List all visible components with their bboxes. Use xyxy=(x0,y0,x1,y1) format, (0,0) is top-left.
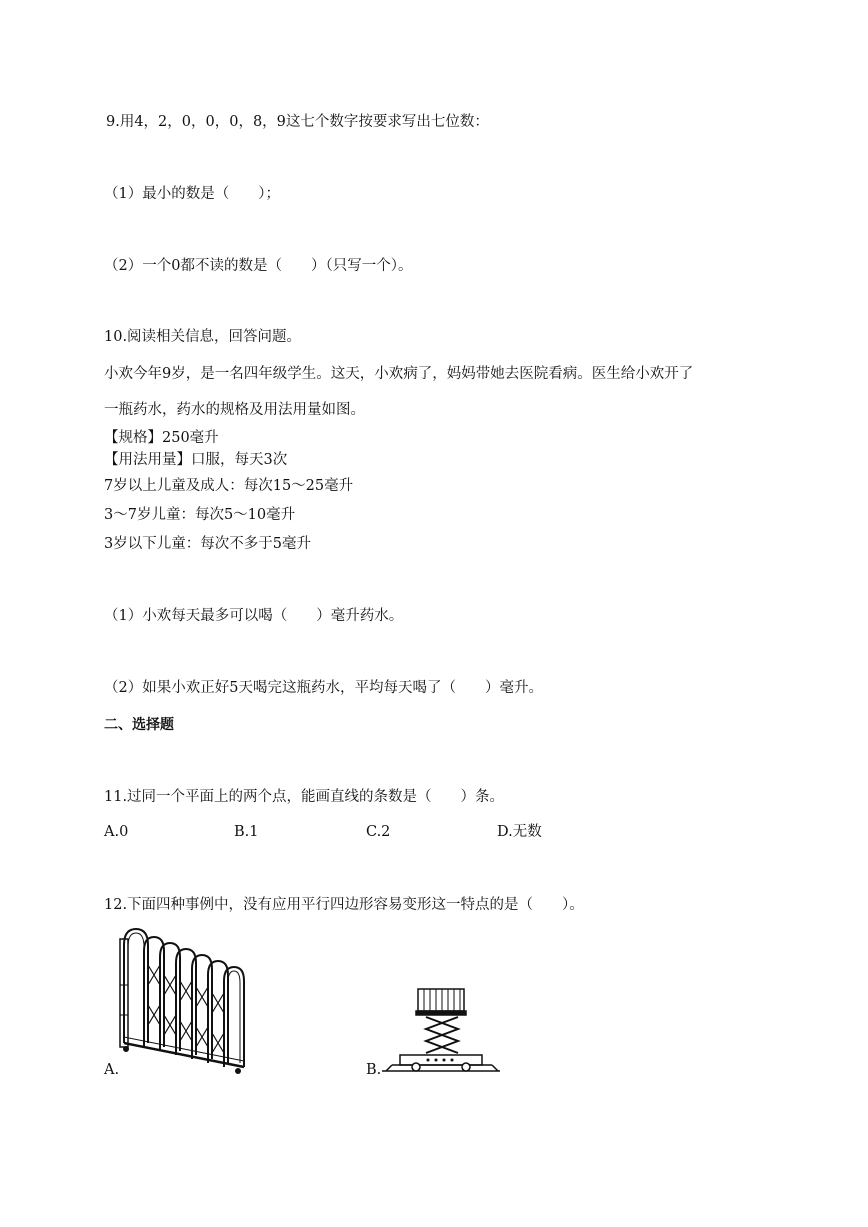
q11-option-a[interactable]: A.0 xyxy=(104,824,129,840)
section-title-choice: 二、选择题 xyxy=(104,717,174,733)
q9-part2: （2）一个0都不读的数是（ ）（只写一个）。 xyxy=(104,258,413,274)
q9-stem: 9.用4，2，0，0，0，8，9这七个数字按要求写出七位数： xyxy=(106,114,489,130)
q9-part1: （1）最小的数是（ ）； xyxy=(104,186,280,202)
q10-part2: （2）如果小欢正好5天喝完这瓶药水，平均每天喝了（ ）毫升。 xyxy=(104,680,543,696)
q10-label-age3-7: 3～7岁儿童：每次5～10毫升 xyxy=(104,507,296,523)
retractable-gate-illustration xyxy=(118,925,258,1075)
q11-option-d[interactable]: D.无数 xyxy=(497,824,542,840)
q11-option-c[interactable]: C.2 xyxy=(366,824,391,840)
q10-label-age3: 3岁以下儿童：每次不多于5毫升 xyxy=(104,536,311,552)
q10-stem: 10.阅读相关信息，回答问题。 xyxy=(104,329,302,345)
q12-option-b-label[interactable]: B. xyxy=(366,1062,382,1078)
q12-option-a-label[interactable]: A. xyxy=(104,1062,120,1078)
q10-label-usage: 【用法用量】口服，每天3次 xyxy=(104,452,288,468)
q12-stem: 12.下面四种事例中，没有应用平行四边形容易变形这一特点的是（ ）。 xyxy=(104,897,584,913)
q10-paragraph-line2: 一瓶药水，药水的规格及用法用量如图。 xyxy=(104,402,365,418)
q11-stem: 11.过同一个平面上的两个点，能画直线的条数是（ ）条。 xyxy=(104,789,505,805)
q10-paragraph-line1: 小欢今年9岁，是一名四年级学生。这天，小欢病了，妈妈带她去医院看病。医生给小欢开了 xyxy=(104,366,694,382)
q11-option-b[interactable]: B.1 xyxy=(234,824,259,840)
q10-label-age7: 7岁以上儿童及成人：每次15～25毫升 xyxy=(104,478,354,494)
q10-part1: （1）小欢每天最多可以喝（ ）毫升药水。 xyxy=(104,608,404,624)
scissor-lift-illustration xyxy=(382,985,502,1075)
q10-label-spec: 【规格】250毫升 xyxy=(104,430,219,446)
